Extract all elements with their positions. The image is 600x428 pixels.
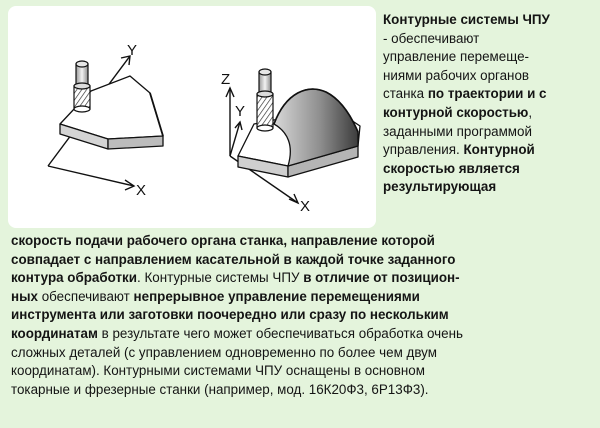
bold-text-run: инструмента или заготовки поочередно или сразу по нескольким [11,307,449,323]
text-run: станка [383,86,428,102]
text-line [383,48,595,67]
left-cutter [74,61,90,112]
side-text-block [383,11,595,197]
bold-text-run: скоростью является [383,160,520,176]
text-line [11,362,589,381]
bold-text-run: контурной скоростью [383,104,529,120]
text-run: координатам). Контурными системами ЧПУ оснащены в основном [11,363,425,379]
right-axis-y-label: Y [235,103,246,120]
text-line [383,178,595,197]
text-run: в результате чего может обеспечиваться обработка очень [97,325,463,341]
text-run: , [528,104,533,120]
text-run: управления. [383,142,464,158]
text-run: - обеспечивают [383,30,480,46]
text-line [11,344,589,363]
text-run: . Контурные системы ЧПУ [137,270,304,286]
left-axis-x-label: X [136,182,147,199]
main-text-block [11,232,589,399]
text-run: сложных деталей (с управлением одновременно по более чем двум [11,344,437,360]
text-line [383,123,595,142]
bold-text-run: контура обработки [11,270,137,286]
text-run: заданными программой [383,123,532,139]
bold-text-run: в отличие от позицион- [303,270,460,286]
bold-text-run: координатам [11,325,98,341]
text-line [11,306,589,325]
left-axis-y-label: Y [127,42,138,59]
right-axis-z-label: Z [221,71,231,88]
text-run: обеспечивают [37,288,134,304]
right-figure [221,69,360,215]
left-figure [48,42,163,199]
text-line [11,232,589,251]
bold-text-run: результирующая [383,179,497,195]
text-line [11,251,589,270]
bold-text-run: по траектории и с [427,86,547,102]
milling-illustrations [8,6,376,228]
bold-text-run: совпадает с направлением касательной в каждой точке заданного [11,251,456,267]
text-line [383,67,595,86]
right-cutter [257,69,273,131]
bold-text-run: ных [11,288,38,304]
text-run: управление перемеще- [383,49,529,65]
bold-text-run: Контурные системы ЧПУ [383,12,550,27]
text-line [11,288,589,307]
text-run: токарные и фрезерные станки (например, мод. 16К20Ф3, 6Р13Ф3). [11,381,429,397]
text-line [383,160,595,179]
text-line [11,269,589,288]
figures-panel [8,6,376,228]
text-line [383,104,595,123]
text-line [383,11,595,30]
bold-text-run: скорость подачи рабочего органа станка, направление которой [11,233,435,248]
text-run: ниями рабочих органов [383,67,530,83]
right-workpiece [238,89,360,177]
bold-text-run: Контурной [463,142,535,158]
text-line [11,381,589,400]
text-line [383,85,595,104]
text-line [383,141,595,160]
text-line [383,30,595,49]
text-line [11,325,589,344]
bold-text-run: непрерывное управление перемещениями [133,288,420,304]
right-axis-x-label: X [300,198,311,215]
